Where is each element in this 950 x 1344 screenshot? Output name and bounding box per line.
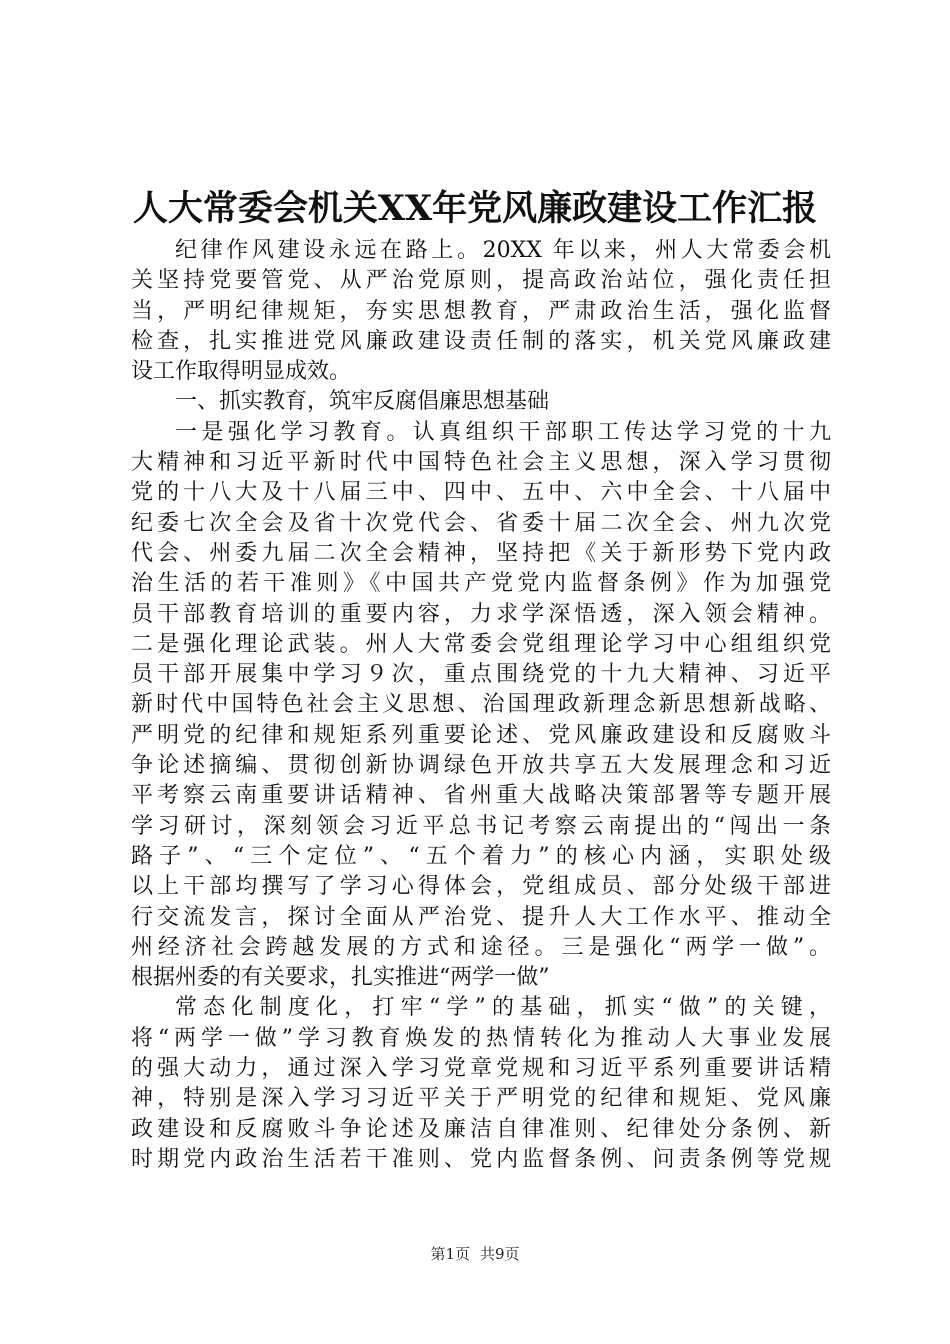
- paragraph-line: 二是强化理论武装。州人大常委会党组理论学习中心组组织党: [131, 631, 831, 657]
- paragraph-line: 代会、州委九届二次全会精神，坚持把《关于新形势下党内政: [131, 540, 831, 566]
- paragraph-line: 的强大动力，通过深入学习党章党规和习近平系列重要讲话精: [131, 1056, 831, 1082]
- paragraph-line: 学习研讨，深刻领会习近平总书记考察云南提出的“闯出一条: [131, 813, 831, 839]
- document-body: [131, 236, 831, 1175]
- paragraph-line: 纪委七次全会及省十次党代会、省委十届二次全会、州九次党: [131, 510, 831, 536]
- paragraph-line: 党的十八大及十八届三中、四中、五中、六中全会、十八届中: [131, 480, 831, 506]
- section-heading: 一、抓实教育，筑牢反腐倡廉思想基础: [175, 389, 550, 415]
- paragraph-line: 关坚持党要管党、从严治党原则，提高政治站位，强化责任担: [131, 268, 831, 294]
- paragraph-line: 将“两学一做”学习教育焕发的热情转化为推动人大事业发展: [131, 1025, 831, 1051]
- document-title: 人大常委会机关XX年党风廉政建设工作汇报: [132, 188, 818, 229]
- paragraph-line: 一是强化学习教育。认真组织干部职工传达学习党的十九: [175, 419, 831, 445]
- page-footer: [0, 1244, 950, 1264]
- paragraph-line: 治生活的若干准则》《中国共产党党内监督条例》作为加强党: [131, 571, 831, 597]
- paragraph-line: 员干部教育培训的重要内容，力求学深悟透，深入领会精神。: [131, 601, 831, 627]
- paragraph-line: 时期党内政治生活若干准则、党内监督条例、问责条例等党规: [131, 1146, 831, 1172]
- paragraph-line: 检查，扎实推进党风廉政建设责任制的落实，机关党风廉政建: [131, 328, 831, 354]
- paragraph-line: 政建设和反腐败斗争论述及廉洁自律准则、纪律处分条例、新: [131, 1116, 831, 1142]
- paragraph-line: 州经济社会跨越发展的方式和途径。三是强化“两学一做”。: [131, 934, 831, 960]
- paragraph-line: 新时代中国特色社会主义思想、治国理政新理念新思想新战略、: [131, 692, 831, 718]
- paragraph-line: 行交流发言，探讨全面从严治党、提升人大工作水平、推动全: [131, 904, 831, 930]
- paragraph-line: 以上干部均撰写了学习心得体会，党组成员、部分处级干部进: [131, 874, 831, 900]
- paragraph-line: 员干部开展集中学习９次，重点围绕党的十九大精神、习近平: [131, 662, 831, 688]
- paragraph-line: 设工作取得明显成效。: [131, 359, 352, 385]
- paragraph-line: 常态化制度化，打牢“学”的基础，抓实“做”的关键，: [175, 995, 831, 1021]
- paragraph-line: 平考察云南重要讲话精神、省州重大战略决策部署等专题开展: [131, 783, 831, 809]
- page-total: 共9页: [480, 1245, 520, 1263]
- page-number: 第1页: [430, 1245, 470, 1263]
- paragraph-line: 大精神和习近平新时代中国特色社会主义思想，深入学习贯彻: [131, 450, 831, 476]
- paragraph-line: 根据州委的有关要求，扎实推进“两学一做”: [131, 965, 550, 991]
- paragraph-line: 当，严明纪律规矩，夯实思想教育，严肃政治生活，强化监督: [131, 298, 831, 324]
- paragraph-line: 争论述摘编、贯彻创新协调绿色开放共享五大发展理念和习近: [131, 753, 831, 779]
- paragraph-line: 神，特别是深入学习习近平关于严明党的纪律和规矩、党风廉: [131, 1086, 831, 1112]
- paragraph-line: 严明党的纪律和规矩系列重要论述、党风廉政建设和反腐败斗: [131, 722, 831, 748]
- paragraph-line: 纪律作风建设永远在路上。20XX 年以来，州人大常委会机: [175, 238, 831, 263]
- paragraph-line: 路子”、“三个定位”、“五个着力”的核心内涵，实职处级: [131, 843, 831, 869]
